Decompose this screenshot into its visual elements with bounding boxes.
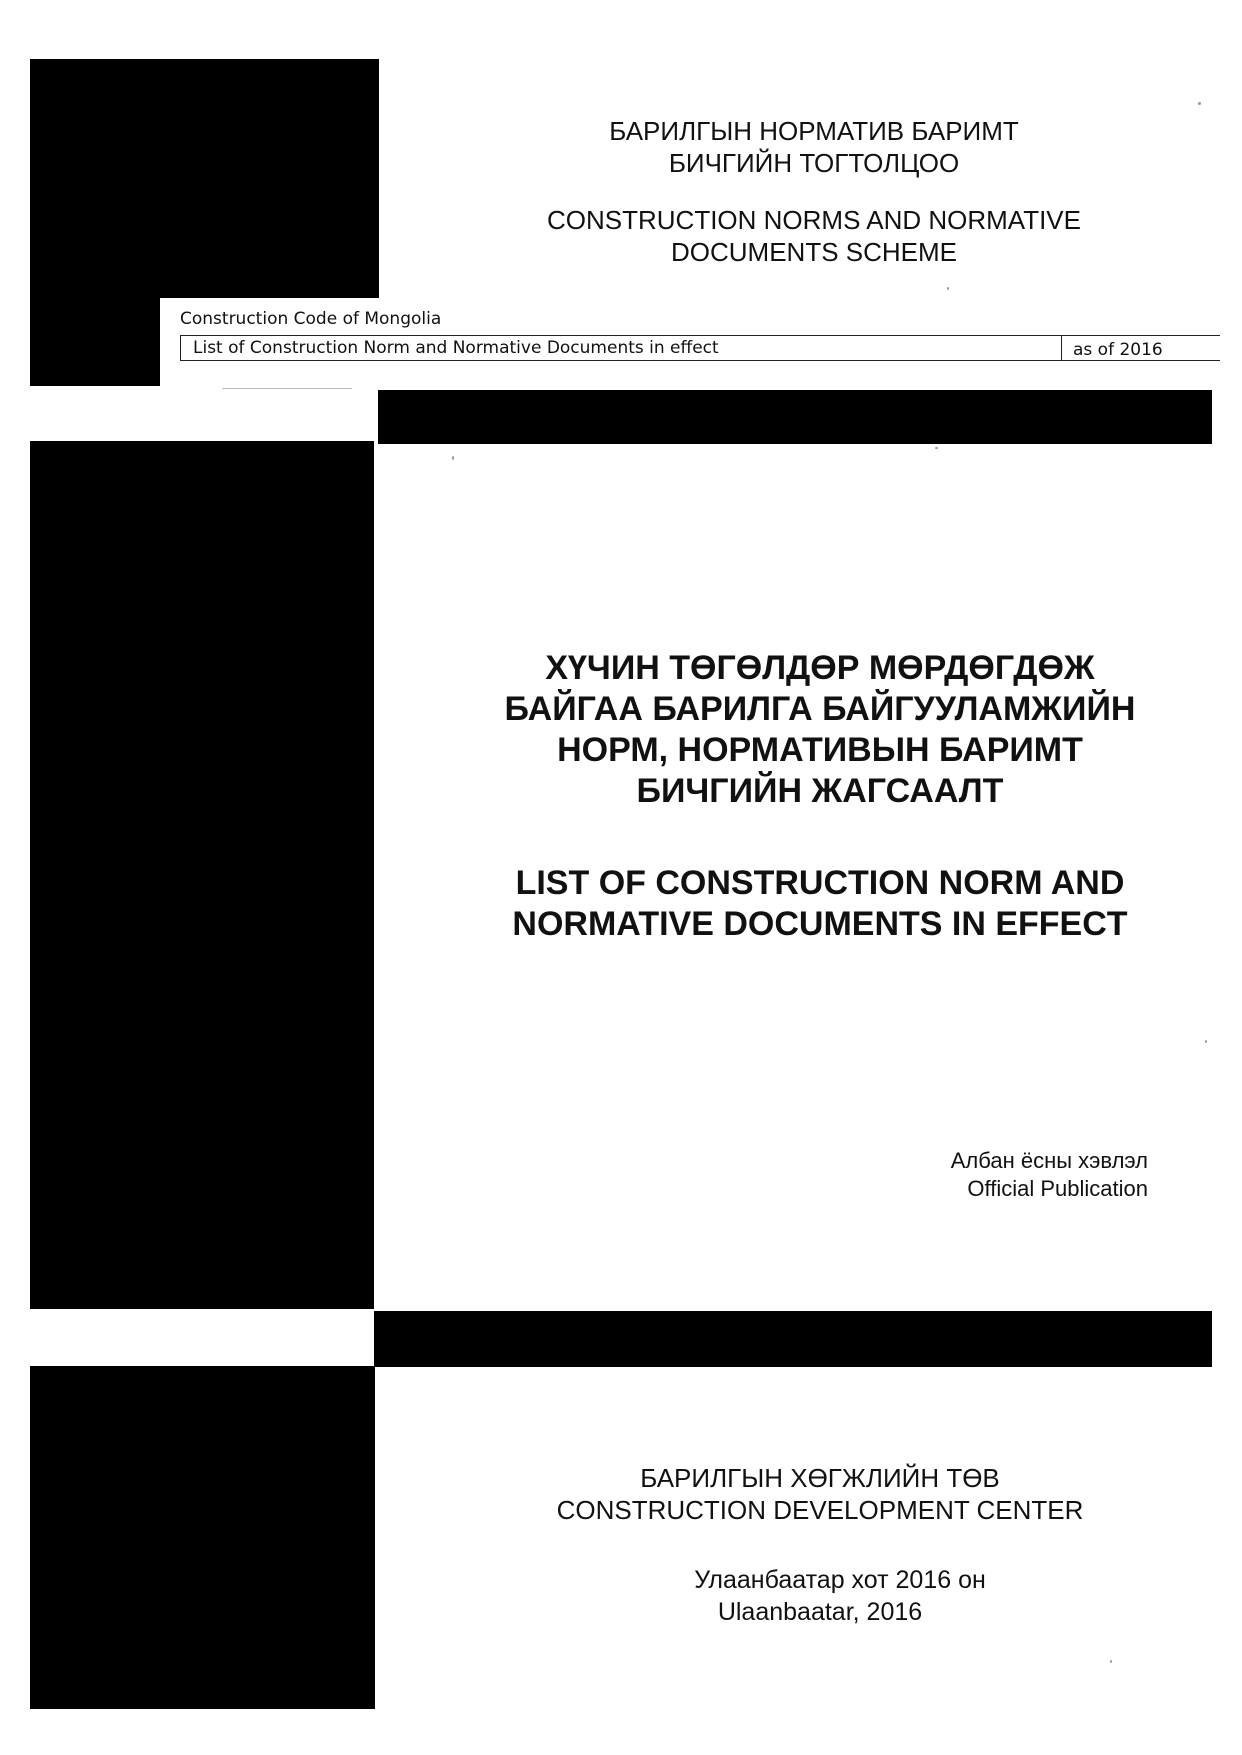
document-title: List of Construction Norm and Normative Documents in effect	[193, 338, 719, 358]
header-underline	[222, 388, 352, 389]
scan-speck	[935, 447, 938, 449]
black-block-middle-left	[30, 441, 374, 1309]
main-title-en-line-1: LIST OF CONSTRUCTION NORM AND	[515, 864, 1125, 902]
black-band-upper	[378, 390, 1212, 444]
main-title-mn	[440, 648, 1200, 812]
scan-speck	[1198, 102, 1201, 105]
black-block-bottom-left	[30, 1366, 375, 1709]
document-header-strip	[160, 298, 1222, 390]
main-title-mn-line-4: БИЧГИЙН ЖАГСААЛТ	[636, 772, 1004, 810]
scheme-title-mn	[534, 115, 1094, 179]
scan-speck	[452, 456, 454, 460]
scheme-title-en-line-1: CONSTRUCTION NORMS AND NORMATIVE	[547, 205, 1081, 235]
title-box-divider	[1061, 336, 1062, 361]
document-date: as of 2016	[1073, 340, 1163, 360]
scheme-title-mn-line-1: БАРИЛГЫН НОРМАТИВ БАРИМТ	[609, 116, 1019, 146]
scheme-title-en-line-2: DOCUMENTS SCHEME	[670, 237, 957, 267]
scan-speck	[1110, 1660, 1112, 1663]
main-title-en	[440, 863, 1200, 945]
document-title-box	[180, 335, 1220, 361]
main-title-en-line-2: NORMATIVE DOCUMENTS IN EFFECT	[512, 905, 1128, 943]
scheme-title-en	[484, 204, 1144, 268]
scheme-title-mn-line-2: БИЧГИЙН ТОГТОЛЦОО	[668, 148, 960, 178]
scan-speck	[947, 287, 949, 290]
official-publication-en: Official Publication	[967, 1176, 1148, 1201]
publisher-mn: БАРИЛГЫН ХӨГЖЛИЙН ТӨВ	[640, 1463, 1000, 1493]
place-year-en: Ulaanbaatar, 2016	[717, 1598, 923, 1626]
scan-speck	[1205, 1040, 1207, 1043]
main-title-mn-line-1: ХҮЧИН ТӨГӨЛДӨР МӨРДӨГДӨЖ	[545, 649, 1095, 687]
publisher-en: CONSTRUCTION DEVELOPMENT CENTER	[556, 1495, 1084, 1525]
place-year-mn: Улаанбаатар хот 2016 он	[694, 1566, 986, 1594]
code-label: Construction Code of Mongolia	[180, 309, 442, 329]
main-title-mn-line-3: НОРМ, НОРМАТИВЫН БАРИМТ	[557, 731, 1083, 769]
main-title-mn-line-2: БАЙГАА БАРИЛГА БАЙГУУЛАМЖИЙН	[504, 690, 1136, 728]
black-band-lower	[374, 1311, 1212, 1367]
official-publication-mn: Албан ёсны хэвлэл	[950, 1148, 1148, 1173]
